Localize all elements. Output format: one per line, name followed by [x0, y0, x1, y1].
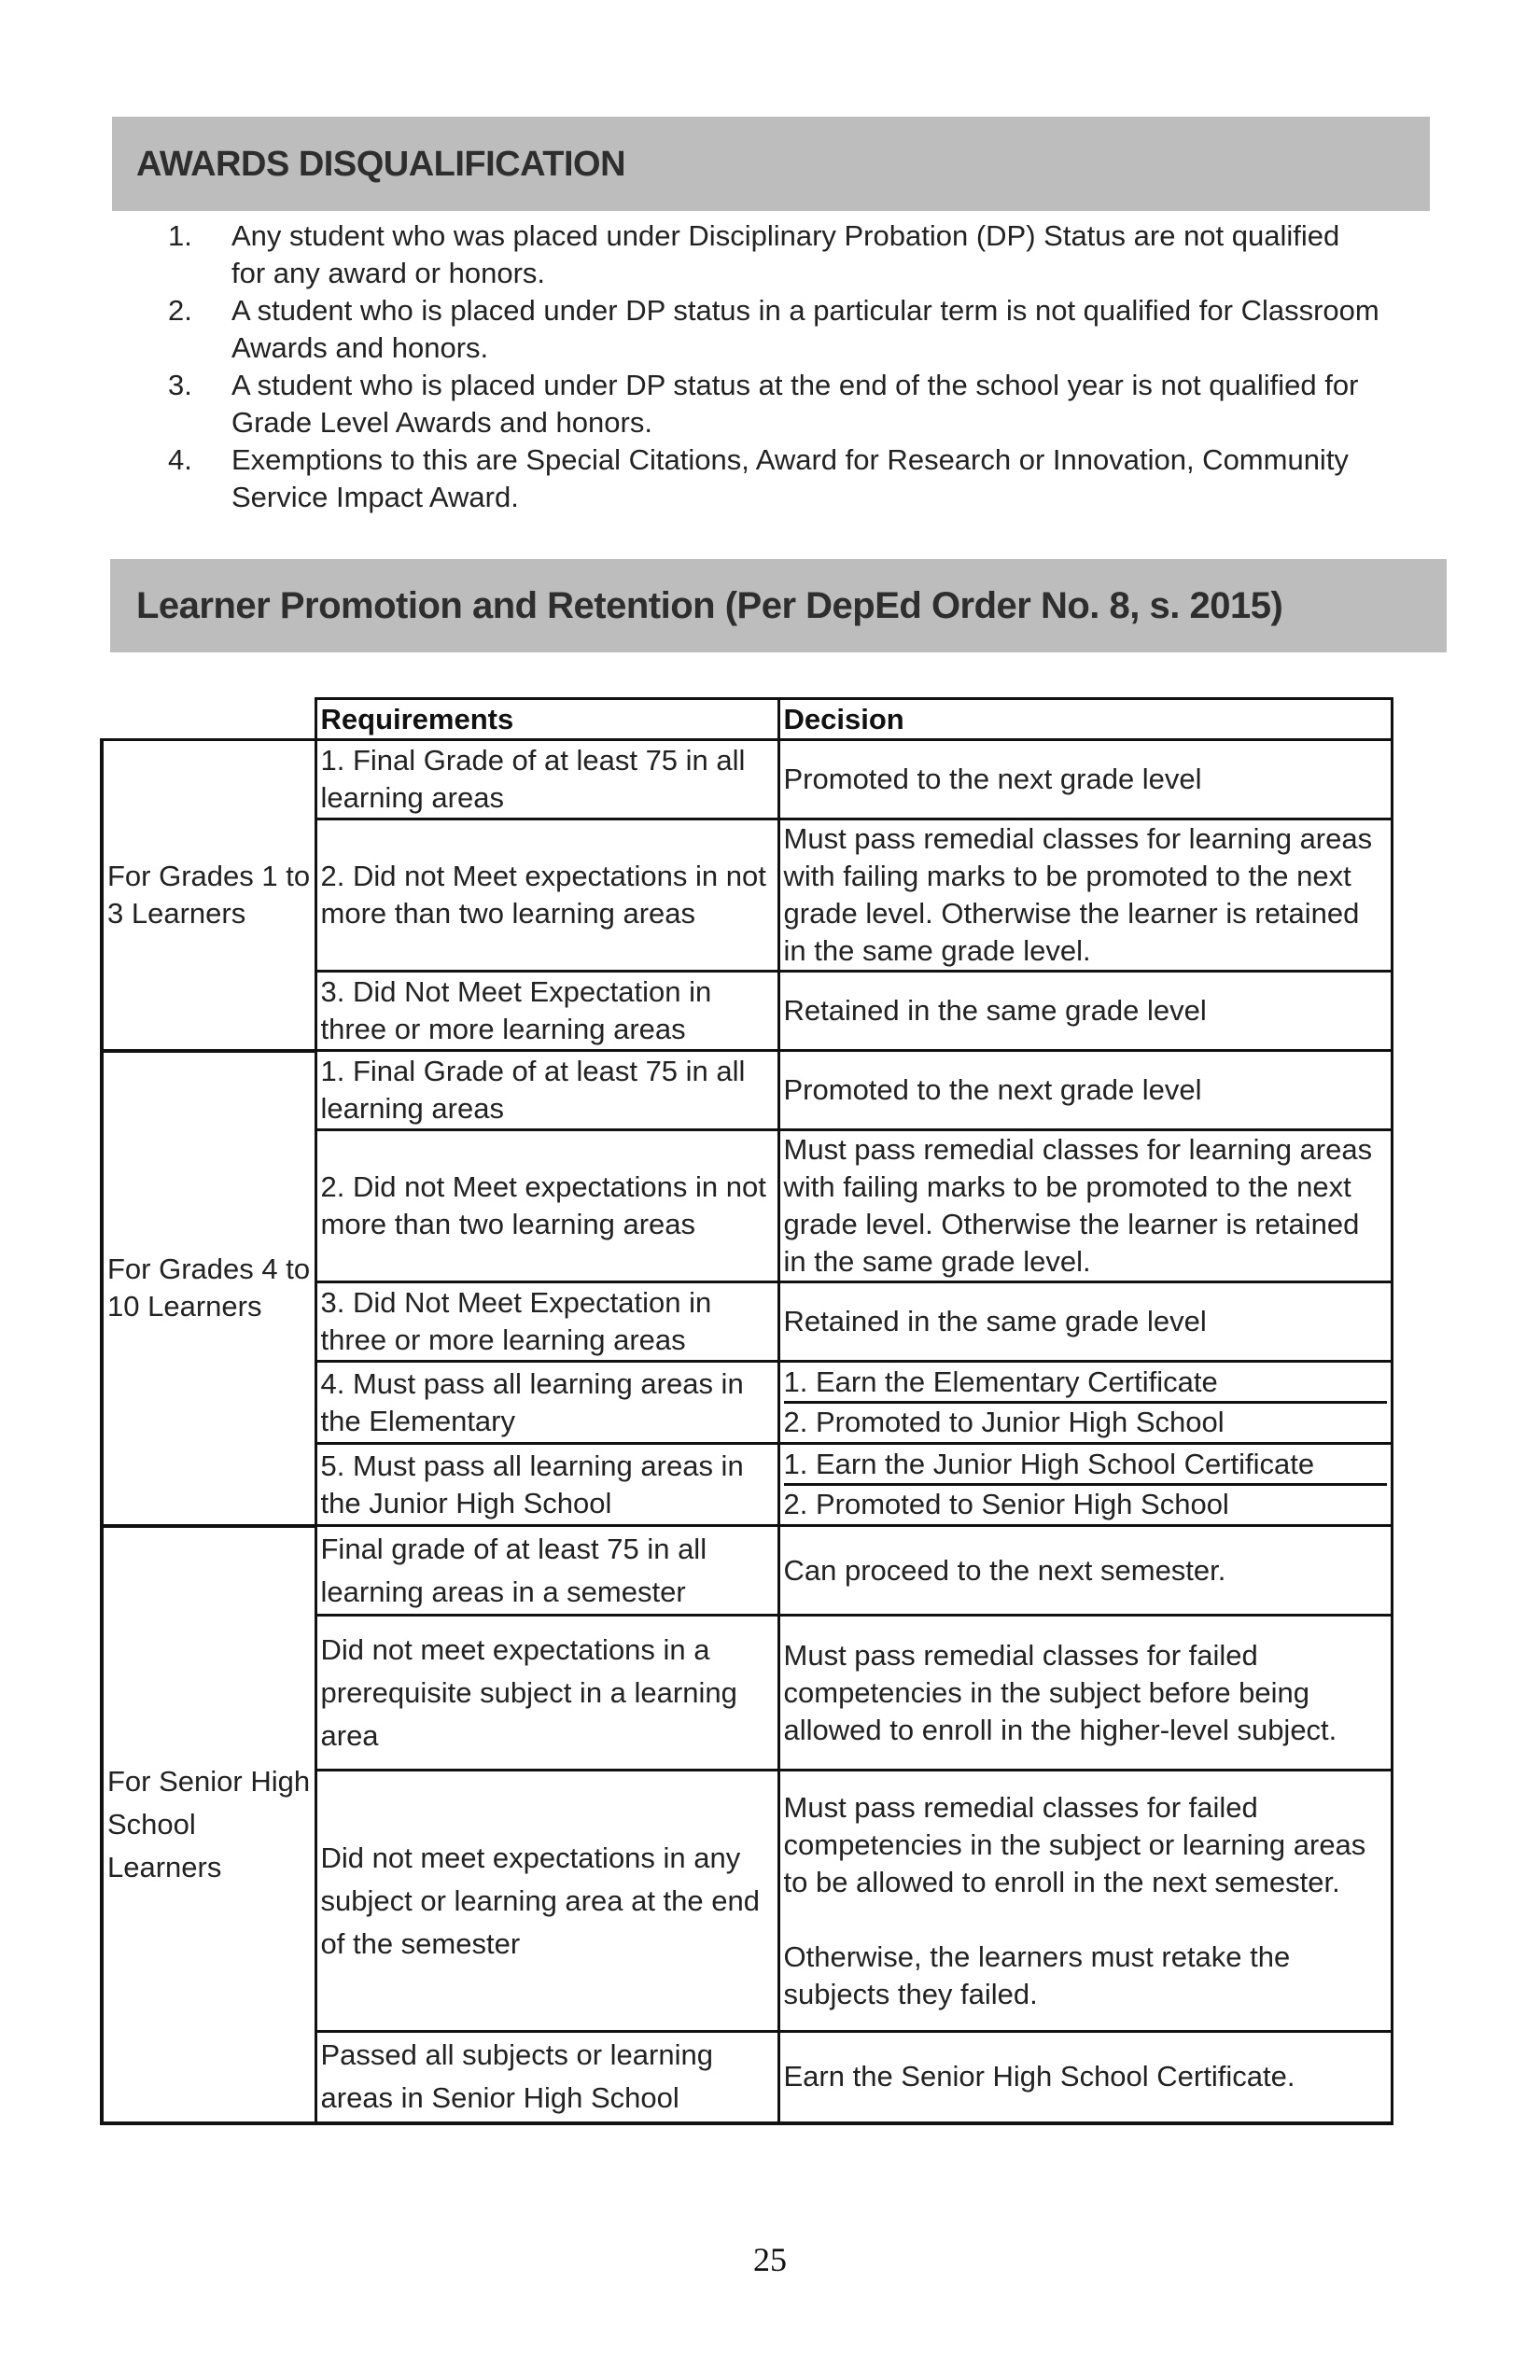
list-item-number: 4. [168, 443, 192, 476]
decision-cell [778, 1771, 1392, 2032]
promotion-retention-table [100, 697, 1393, 2125]
group-label-grades-1-3: For Grades 1 to 3 Learners [102, 740, 315, 1051]
decision-cell [778, 1282, 1392, 1362]
decision-cell [778, 1444, 1392, 1526]
list-item-text: Exemptions to this are Special Citations, Award for Research or Innovation, Community Service Impact Award. [231, 443, 1349, 513]
requirement-cell: 1. Final Grade of at least 75 in all learning areas [315, 740, 778, 819]
decision-text: Otherwise, the learners must retake the subjects they failed. [783, 1939, 1291, 2010]
promotion-section-title: Learner Promotion and Retention (Per DepEd Order No. 8, s. 2015) [136, 585, 1283, 626]
list-item [168, 217, 1381, 292]
awards-section-title: AWARDS DISQUALIFICATION [136, 145, 626, 184]
list-item-number: 2. [168, 294, 192, 327]
decision-cell [778, 1362, 1392, 1444]
page-number: 25 [753, 2241, 787, 2278]
decision-line: 2. Promoted to Senior High School [783, 1488, 1229, 1520]
decision-cell [778, 1130, 1392, 1282]
decision-text: Must pass remedial classes for failed competencies in the subject or learning areas to be allowed to enroll in the next semester. [783, 1790, 1366, 1898]
decision-cell [778, 819, 1392, 972]
table-row [102, 1051, 1392, 1130]
table-row [102, 1526, 1392, 1616]
decision-text: Retained in the same grade level [783, 1305, 1207, 1337]
decision-text: Promoted to the next grade level [783, 1073, 1202, 1106]
decision-text: Earn the Senior High School Certificate. [783, 2060, 1295, 2093]
decision-cell [778, 972, 1392, 1051]
table-header-row [102, 699, 1392, 740]
decision-line: 2. Promoted to Junior High School [783, 1406, 1225, 1438]
requirement-cell: Did not meet expectations in any subject or learning area at the end of the semester [315, 1771, 778, 2032]
promotion-section-header [110, 559, 1447, 652]
list-item-number: 1. [168, 219, 192, 252]
decision-cell [778, 2032, 1392, 2123]
decision-text: Must pass remedial classes for failed competencies in the subject before being allowed to enroll in the higher-level subject. [783, 1638, 1337, 1746]
awards-rules-list [168, 217, 1381, 516]
decision-text: Can proceed to the next semester. [783, 1553, 1226, 1587]
list-item [168, 441, 1381, 516]
decision-cell [778, 1526, 1392, 1616]
requirement-cell: 5. Must pass all learning areas in the Junior High School [315, 1444, 778, 1526]
requirement-cell: 4. Must pass all learning areas in the Elementary [315, 1362, 778, 1444]
requirements-header: Requirements [315, 699, 778, 740]
requirement-cell: 2. Did not Meet expectations in not more than two learning areas [315, 819, 778, 972]
decision-line: 1. Earn the Junior High School Certificate [784, 1446, 1387, 1486]
requirement-cell: Final grade of at least 75 in all learning areas in a semester [315, 1526, 778, 1616]
requirement-cell: 2. Did not Meet expectations in not more than two learning areas [315, 1130, 778, 1282]
table-corner-cell [102, 699, 315, 740]
decision-cell [778, 740, 1392, 819]
requirement-cell: 3. Did Not Meet Expectation in three or more learning areas [315, 1282, 778, 1362]
decision-text: Must pass remedial classes for learning areas with failing marks to be promoted to the next grade level. Otherwise the learner is retained in the same grade level. [783, 1133, 1373, 1278]
group-label-grades-4-10: For Grades 4 to 10 Learners [102, 1051, 315, 1526]
decision-cell [778, 1616, 1392, 1771]
decision-text: Promoted to the next grade level [783, 763, 1202, 795]
decision-cell [778, 1051, 1392, 1130]
table-row [102, 740, 1392, 819]
decision-text: Must pass remedial classes for learning areas with failing marks to be promoted to the next grade level. Otherwise the learner is retained in the same grade level. [783, 822, 1373, 967]
list-item-text: A student who is placed under DP status in a particular term is not qualified for Classroom Awards and honors. [231, 294, 1379, 364]
decision-line: 1. Earn the Elementary Certificate [784, 1364, 1387, 1404]
requirement-cell: 1. Final Grade of at least 75 in all learning areas [315, 1051, 778, 1130]
requirement-cell: Passed all subjects or learning areas in Senior High School [315, 2032, 778, 2123]
requirement-cell: Did not meet expectations in a prerequisite subject in a learning area [315, 1616, 778, 1771]
decision-text: Retained in the same grade level [783, 994, 1207, 1027]
list-item-text: Any student who was placed under Disciplinary Probation (DP) Status are not qualified for any award or honors. [231, 219, 1340, 289]
list-item-text: A student who is placed under DP status at the end of the school year is not qualified for Grade Level Awards and honors. [231, 369, 1359, 439]
list-item [168, 292, 1381, 367]
decision-header: Decision [778, 699, 1392, 740]
list-item-number: 3. [168, 369, 192, 401]
awards-section-header [112, 117, 1430, 211]
group-label-senior-high: For Senior High School Learners [102, 1526, 315, 2123]
list-item [168, 367, 1381, 441]
requirement-cell: 3. Did Not Meet Expectation in three or more learning areas [315, 972, 778, 1051]
